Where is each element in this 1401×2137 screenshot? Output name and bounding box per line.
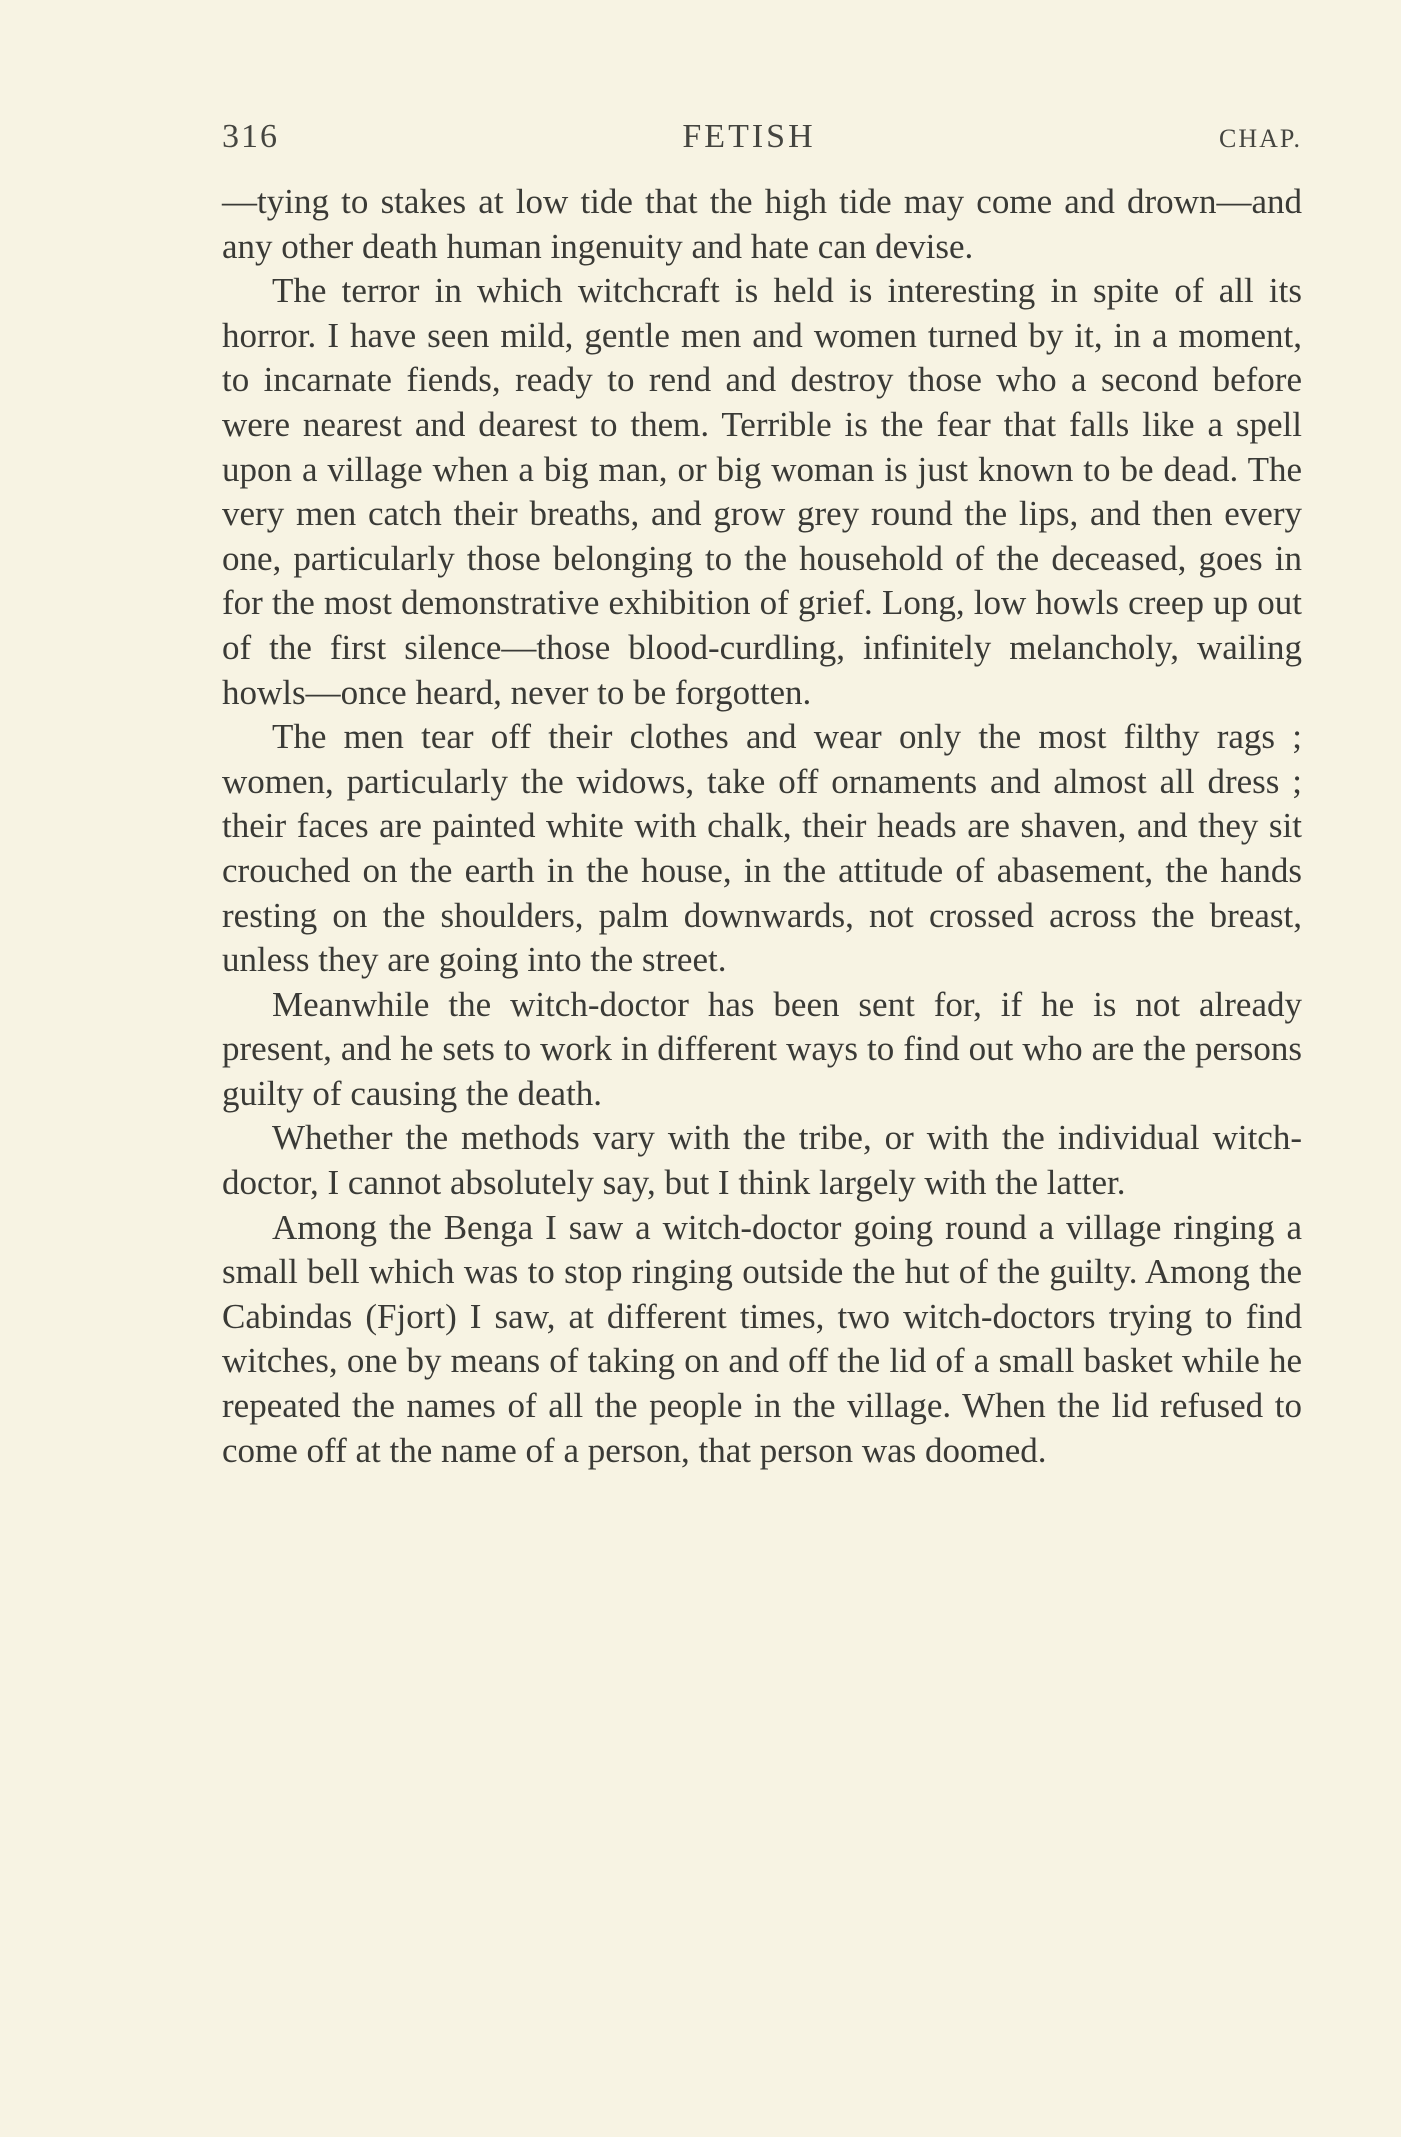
paragraph-benga: Among the Benga I saw a witch-doctor going round a village ringing a small bell which was to stop ringing outside the hut of the guilty. Among the Cabindas (Fjort) I saw, at different times, two witch-doctors trying to find witches, one by means of taking on and off the lid of a small basket while he repeated the names of all the people in the village. When the lid refused to come off at the name of a person, that person was doomed.: [222, 1207, 1302, 1470]
body-text: [222, 180, 1302, 1473]
chapter-label: CHAP.: [1219, 124, 1302, 153]
paragraph-mourning: The men tear off their clothes and wear only the most filthy rags ; women, particularly the widows, take off ornaments and almost all dress ; their faces are painted white with chalk, their heads are shaven, and they sit crouched on the earth in the house, in the attitude of abasement, the hands resting on the shoulders, palm downwards, not crossed across the breast, unless they are going into the street.: [222, 717, 1302, 980]
paragraph-terror: The terror in which witchcraft is held is interesting in spite of all its horror. I have seen mild, gentle men and women turned by it, in a moment, to incarnate fiends, ready to rend and destroy those who a second before were nearest and dearest to them. Terrible is the fear that falls like a spell upon a village when a big man, or big woman is just known to be dead. The very men catch their breaths, and grow grey round the lips, and then every one, particularly those belonging to the household of the deceased, goes in for the most demonstrative exhibition of grief. Long, low howls creep up out of the first silence—those blood-curdling, infinitely melancholy, wailing howls—once heard, never to be forgotten.: [222, 271, 1302, 712]
page-number: 316: [222, 118, 279, 155]
running-title: FETISH: [682, 118, 816, 155]
paragraph-methods: Whether the methods vary with the tribe, or with the individual witch-doctor, I cannot absolutely say, but I think largely with the latter.: [222, 1118, 1302, 1203]
paragraph-continuation: —tying to stakes at low tide that the high tide may come and drown—and any other death human ingenuity and hate can devise.: [222, 182, 1302, 266]
paragraph-witch-doctor: Meanwhile the witch-doctor has been sent for, if he is not already present, and he sets to work in different ways to find out who are the persons guilty of causing the death.: [222, 984, 1302, 1113]
book-page: [222, 118, 1302, 1473]
running-head: [222, 118, 1302, 178]
